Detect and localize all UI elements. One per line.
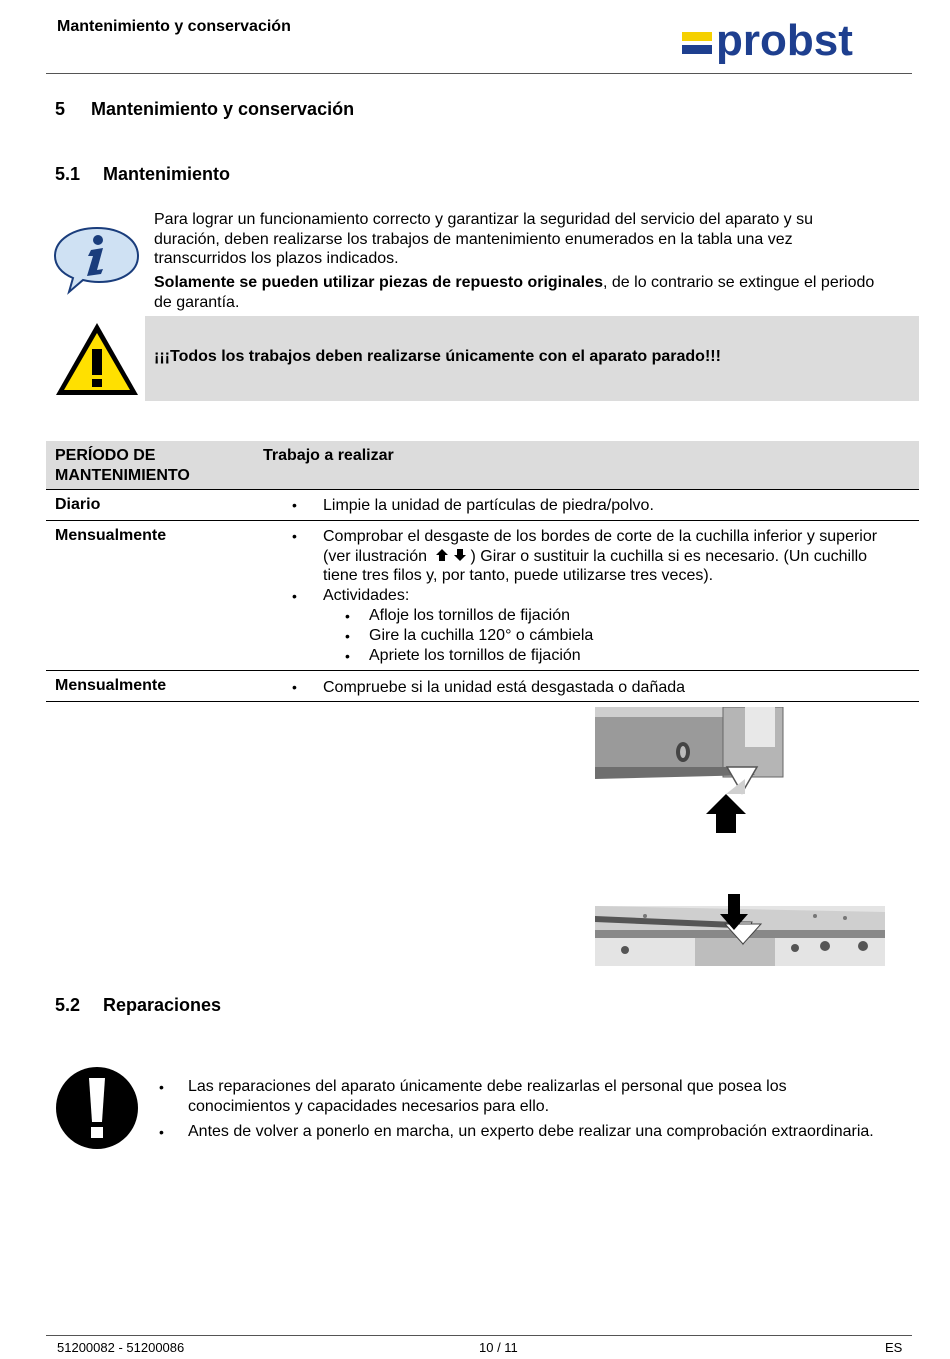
- info-paragraph: Para lograr un funcionamiento correcto y garantizar la seguridad del servicio del aparato y su duración, deben realizarse los trabajos de mantenimiento enumerados en la tabla una vez transcurridos los plazos indicados.: [154, 211, 814, 267]
- row2-period: Mensualmente: [55, 527, 167, 544]
- blade-bottom-illustration: [595, 892, 885, 966]
- bullet: •: [345, 628, 350, 644]
- row2-sub3: Apriete los tornillos de fijación: [369, 647, 581, 664]
- warning-triangle-icon: [54, 321, 140, 397]
- repair-item-1: Las reparaciones del aparato únicamente debe realizarlas el personal que posea los conocimientos y capacidades necesarios para ello.: [188, 1078, 787, 1115]
- bullet: •: [159, 1079, 164, 1095]
- row2-task2: Actividades:: [323, 587, 410, 604]
- repair-item-2: Antes de volver a ponerlo en marcha, un experto debe realizar una comprobación extraordinaria.: [188, 1123, 874, 1140]
- table-rule: [46, 489, 919, 490]
- table-rule: [46, 670, 919, 671]
- up-down-arrows-icon: [435, 548, 469, 562]
- probst-logo: [680, 22, 905, 70]
- row3-period: Mensualmente: [55, 677, 167, 694]
- bullet: •: [292, 588, 297, 604]
- bullet: •: [345, 608, 350, 624]
- parts-bold: Solamente se pueden utilizar piezas de repuesto originales: [154, 274, 604, 291]
- footer-language: ES: [885, 1340, 903, 1355]
- logo-wordmark: probst: [716, 22, 853, 65]
- bullet: •: [292, 679, 297, 695]
- table-rule: [46, 701, 919, 702]
- warning-text: ¡¡¡Todos los trabajos deben realizarse únicamente con el aparato parado!!!: [154, 348, 721, 365]
- bullet: •: [345, 648, 350, 664]
- table-rule: [46, 520, 919, 521]
- col-header-task: Trabajo a realizar: [263, 447, 394, 464]
- row1-task: Limpie la unidad de partículas de piedra/polvo.: [323, 497, 654, 514]
- info-icon: [53, 224, 141, 296]
- exclamation-icon: [55, 1066, 139, 1150]
- row1-period: Diario: [55, 496, 101, 513]
- section-5-1-heading: 5.1 Mantenimiento: [55, 164, 231, 184]
- header-rule: [46, 73, 912, 74]
- header-title: Mantenimiento y conservación: [57, 18, 291, 35]
- bullet: •: [292, 497, 297, 513]
- section-5-heading: 5 Mantenimiento y conservación: [55, 99, 355, 119]
- parts-paragraph: Solamente se pueden utilizar piezas de repuesto originales, de lo contrario se extingue el periodo de garantía.: [154, 274, 875, 311]
- footer-rule: [46, 1335, 912, 1336]
- blade-top-illustration: [595, 707, 790, 837]
- row2-sub2: Gire la cuchilla 120° o cámbiela: [369, 627, 594, 644]
- footer-doc-numbers: 51200082 - 51200086: [57, 1340, 185, 1355]
- footer-page-number: 10 / 11: [479, 1340, 518, 1355]
- row2-task1: Comprobar el desgaste de los bordes de corte de la cuchilla inferior y superior (ver ilustración ) Girar o sustituir la cuchilla si es necesario. (Un cuchillo tiene tres filos y, por tanto, puede utilizarse tres veces).: [323, 528, 878, 584]
- bullet: •: [292, 528, 297, 544]
- row2-sub1: Afloje los tornillos de fijación: [369, 607, 570, 624]
- section-5-2-heading: 5.2 Reparaciones: [55, 995, 222, 1015]
- bullet: •: [159, 1124, 164, 1140]
- row3-task: Compruebe si la unidad está desgastada o dañada: [323, 679, 686, 696]
- col-header-period: PERÍODO DE MANTENIMIENTO: [55, 447, 190, 484]
